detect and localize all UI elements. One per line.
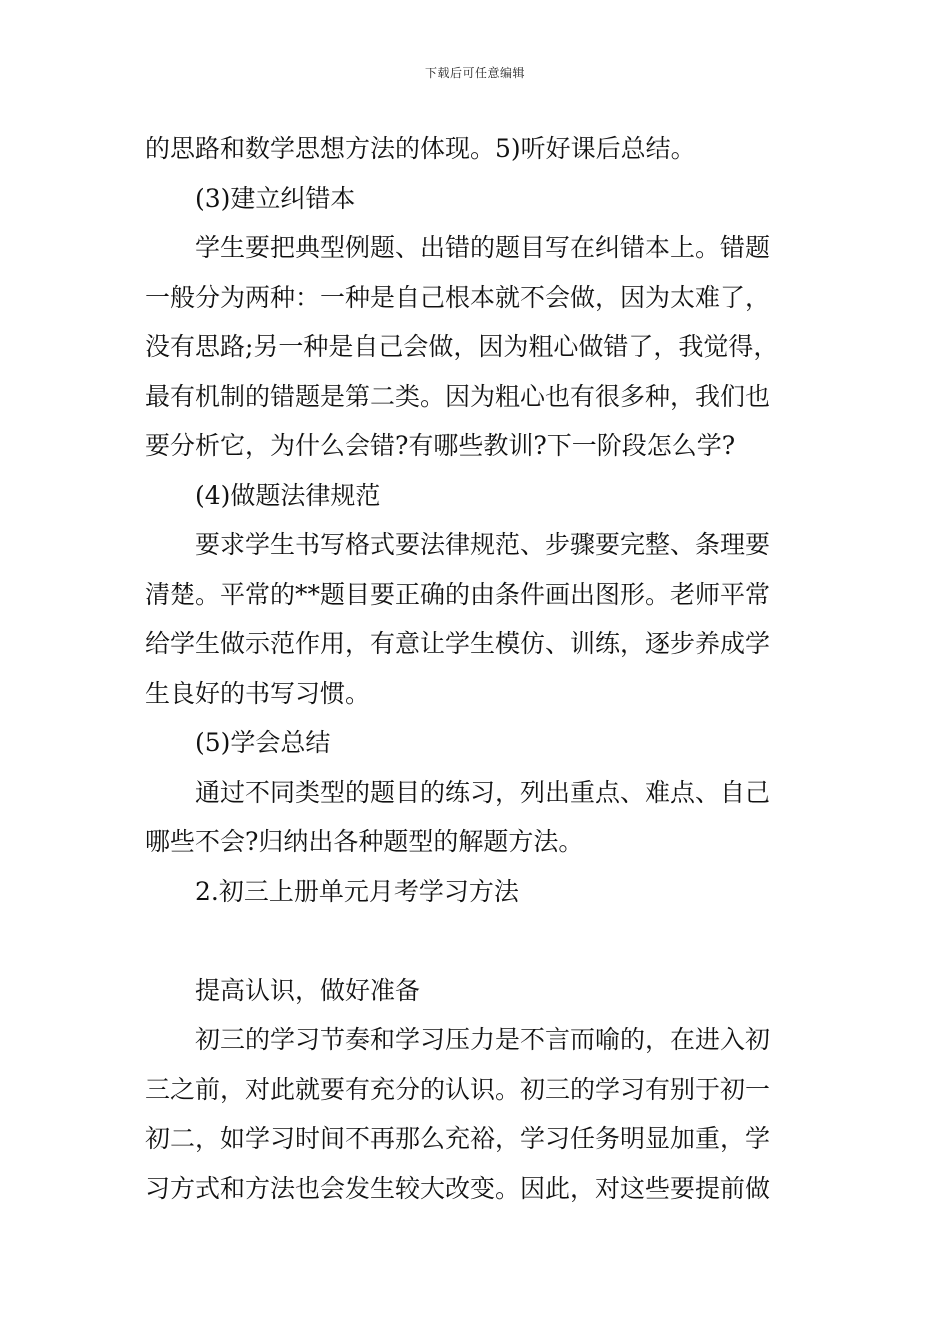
body-line: 没有思路;另一种是自己会做，因为粗心做错了，我觉得，: [145, 332, 779, 361]
section-heading: (4)做题法律规范: [195, 480, 381, 510]
body-line: 通过不同类型的题目的练习，列出重点、难点、自己: [195, 777, 771, 807]
body-line: 要分析它，为什么会错?有哪些教训?下一阶段怎么学?: [145, 431, 736, 460]
body-line: 的思路和数学思想方法的体现。5)听好课后总结。: [145, 134, 696, 163]
section-heading: (3)建立纠错本: [195, 183, 356, 213]
chapter-heading: 2.初三上册单元月考学习方法: [195, 876, 519, 906]
body-line: 一般分为两种：一种是自己根本就不会做，因为太难了，: [145, 282, 771, 312]
body-line: 哪些不会?归纳出各种题型的解题方法。: [145, 827, 584, 856]
body-line: 生良好的书写习惯。: [145, 678, 371, 708]
section-heading: (5)学会总结: [195, 728, 331, 757]
paragraph-gap: [145, 916, 810, 966]
body-line: 要求学生书写格式要法律规范、步骤要完整、条理要: [195, 530, 771, 559]
body-line: 清楚。平常的**题目要正确的由条件画出图形。老师平常: [145, 579, 771, 609]
body-line: 学生要把典型例题、出错的题目写在纠错本上。错题: [195, 233, 771, 262]
body-line: 初三的学习节奏和学习压力是不言而喻的，在进入初: [195, 1025, 771, 1054]
body-line: 给学生做示范作用，有意让学生模仿、训练，逐步养成学: [145, 629, 771, 658]
body-line: 最有机制的错题是第二类。因为粗心也有很多种，我们也: [145, 381, 771, 411]
body-line: 习方式和方法也会发生较大改变。因此，对这些要提前做: [145, 1173, 771, 1203]
section-heading: 提高认识，做好准备: [195, 975, 421, 1005]
document-body: [145, 124, 810, 1213]
page-header: 下载后可任意编辑: [424, 66, 525, 80]
body-line: 三之前，对此就要有充分的认识。初三的学习有别于初一: [145, 1074, 771, 1104]
body-line: 初二，如学习时间不再那么充裕，学习任务明显加重，学: [145, 1124, 771, 1153]
